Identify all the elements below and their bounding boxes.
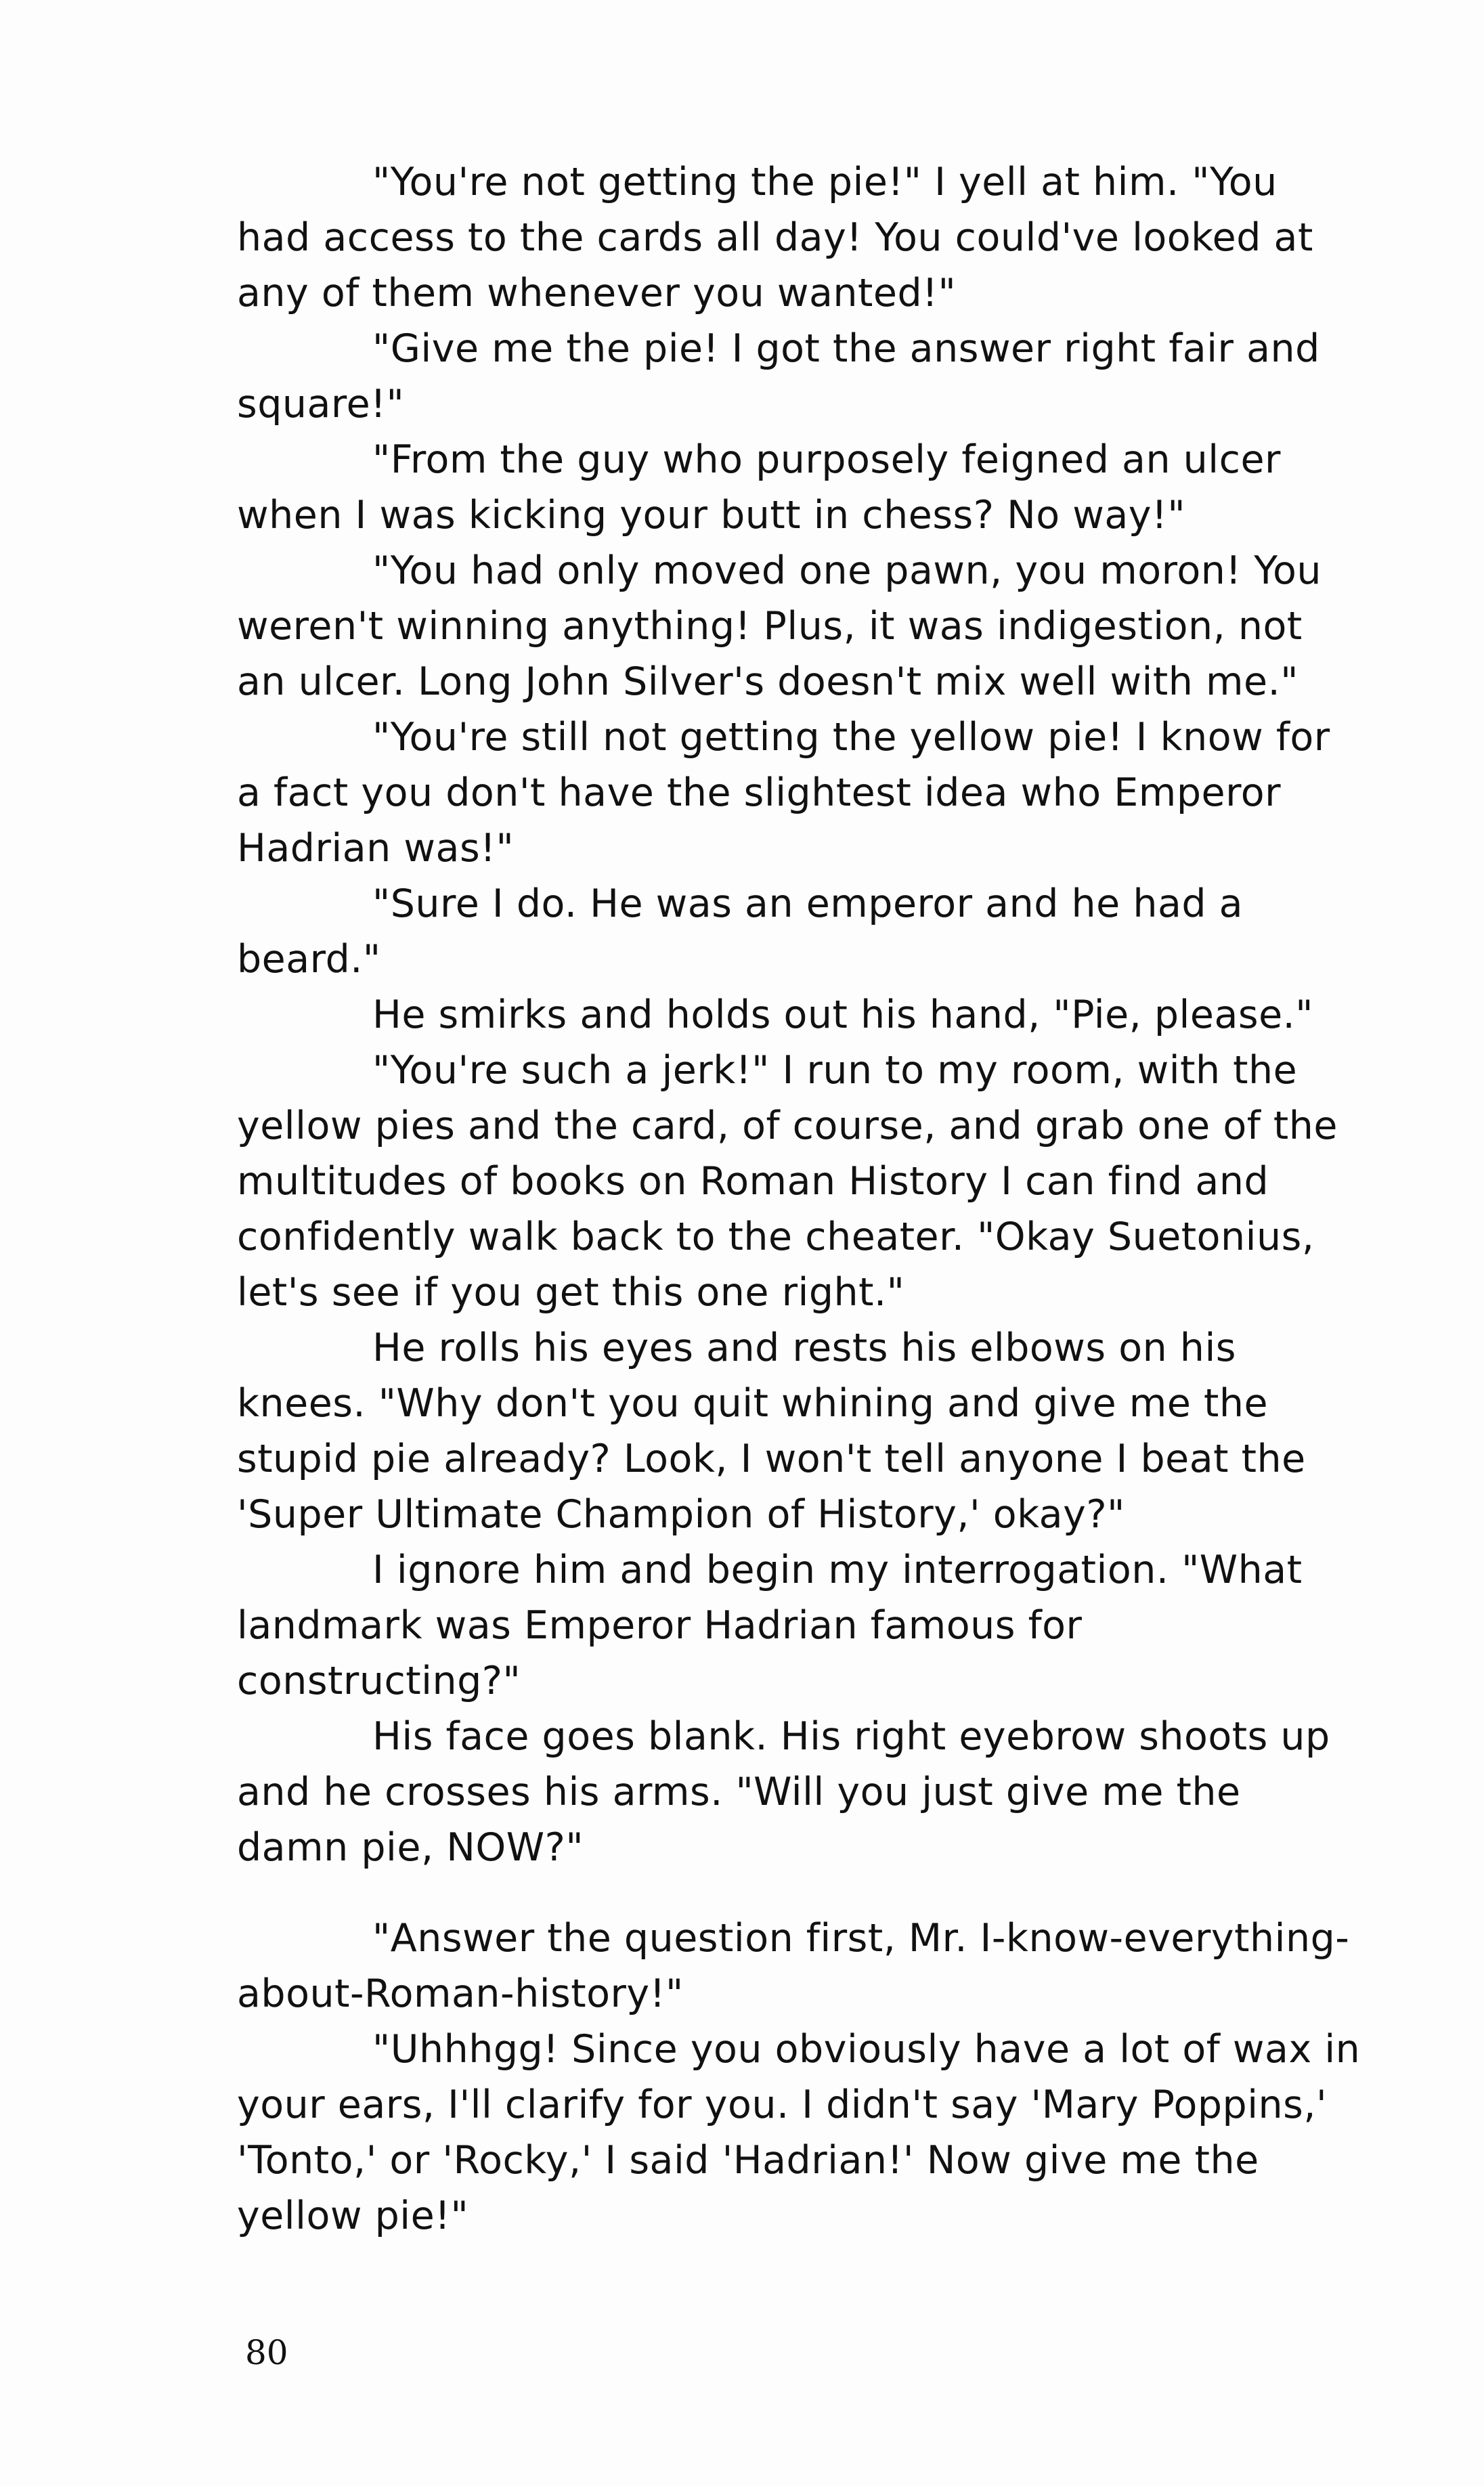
page-number: 80 xyxy=(245,2333,288,2372)
body-text xyxy=(237,154,1361,2244)
paragraph: "Uhhhgg! Since you obviously have a lot of wax in your ears, I'll clarify for you. I didn't say 'Mary Poppins,' 'Tonto,' or 'Rocky,' I said 'Hadrian!' Now give me the yellow pie!" xyxy=(237,2027,1361,2238)
paragraph: "Answer the question first, Mr. I-know-everything-about-Roman-history!" xyxy=(237,1916,1350,2016)
paragraph: He rolls his eyes and rests his elbows on his knees. "Why don't you quit whining and give me the stupid pie already? Look, I won't tell anyone I beat the 'Super Ultimate Champion of History,' okay?" xyxy=(237,1326,1306,1537)
paragraph: "Give me the pie! I got the answer right fair and square!" xyxy=(237,326,1320,427)
paragraph: "You had only moved one pawn, you moron! You weren't winning anything! Plus, it was indigestion, not an ulcer. Long John Silver's doesn't mix well with me." xyxy=(237,548,1322,704)
paragraph: "You're still not getting the yellow pie! I know for a fact you don't have the slightest idea who Emperor Hadrian was!" xyxy=(237,715,1330,871)
paragraph: He smirks and holds out his hand, "Pie, please." xyxy=(372,993,1313,1037)
paragraph: "Sure I do. He was an emperor and he had a beard." xyxy=(237,881,1244,982)
paragraph: "From the guy who purposely feigned an ulcer when I was kicking your butt in chess? No way!" xyxy=(237,437,1281,538)
paragraph: "You're such a jerk!" I run to my room, with the yellow pies and the card, of course, and grab one of the multitudes of books on Roman History I can find and confidently walk back to the cheater. "Okay Suetonius, let's see if you get this one right." xyxy=(237,1048,1338,1315)
paragraph: I ignore him and begin my interrogation. "What landmark was Emperor Hadrian famous for constructing?" xyxy=(237,1548,1303,1703)
paragraph: "You're not getting the pie!" I yell at him. "You had access to the cards all day! You could've looked at any of them whenever you wanted!" xyxy=(237,160,1313,315)
paragraph: His face goes blank. His right eyebrow shoots up and he crosses his arms. "Will you just give me the damn pie, NOW?" xyxy=(237,1714,1330,1870)
